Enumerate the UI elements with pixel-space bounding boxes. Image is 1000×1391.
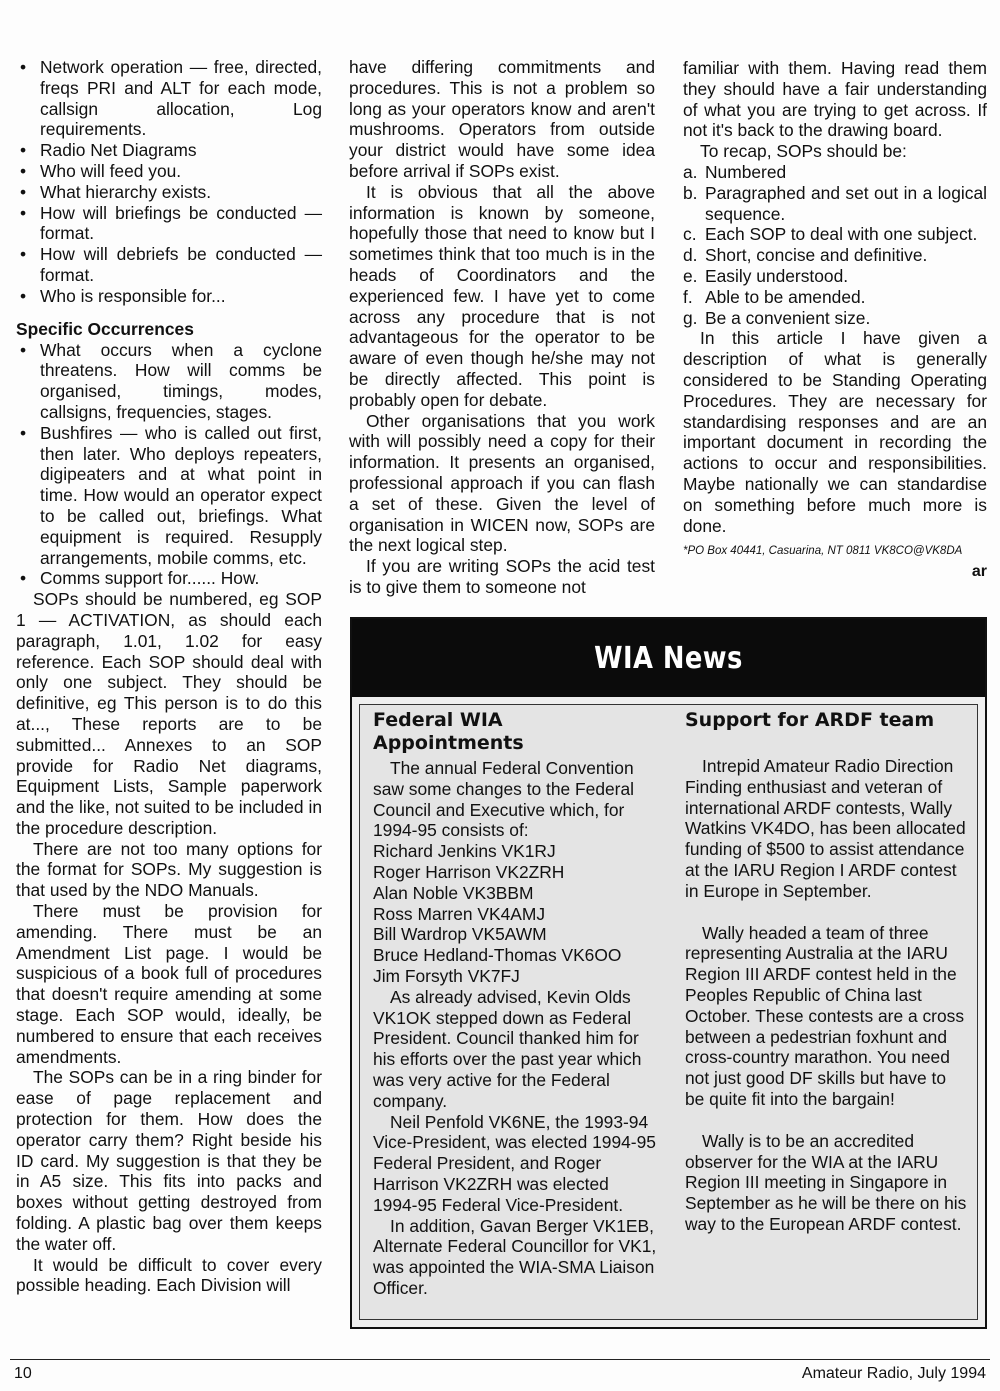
list-item [683,308,987,329]
list-item: Richard Jenkins VK1RJ [373,841,556,862]
paragraph: SOPs should be numbered, eg SOP 1 — ACTIVATION, as should each paragraph, 1.01, 1.02 for easy reference. Each SOP should deal with only one subject. They should be definitive, eg This person is to do this at..., These reports are to be submitted... Annexes to an SOP provide for Radio Net diagrams, Equipment Lists, Sample paperwork and the like, not suited to be included in the procedure description. [16,589,322,838]
list-text: Able to be amended. [705,286,866,307]
paragraph: In addition, Gavan Berger VK1EB, Alternate Federal Councillor for VK1, was appointed the WIA-SMA Liaison Officer. [373,1215,657,1298]
wia-news-box [350,617,987,1329]
list-item: Bruce Hedland-Thomas VK6OO [373,945,622,966]
list-item [683,162,987,183]
paragraph: If you are writing SOPs the acid test is to give them to someone not [349,556,655,597]
recap-list [683,162,987,328]
specific-occurrences-list [16,340,322,590]
paragraph: There must be provision for amending. There must be an Amendment List page. I would be suspicious of a book full of procedures that doesn't require amending at some stage. Each SOP would, ideally, be numbered to ensure that each receives amendments. [16,901,322,1067]
list-letter: d. [683,245,698,266]
paragraph: Neil Penfold VK6NE, the 1993-94 Vice-President, was elected 1994-95 Federal President, and Roger Harrison VK2ZRH was elected 1994-95 Federal Vice-President. [373,1111,656,1215]
list-item: • Bushfires — who is called out first, then later. Who deploys repeaters, digipeaters and at what point in time. How would an operator expect to be called out, briefings. What equipment is required. Resupply arrangements, mobile comms, etc. [16,423,322,569]
page-number: 10 [14,1365,32,1382]
list-item: • What hierarchy exists. [16,182,322,203]
news-column-right [685,709,969,1235]
news-column-left [373,709,657,1299]
sop-contents-list [16,57,322,307]
list-item: Bill Wardrop VK5AWM [373,924,547,945]
news-header [352,619,985,697]
news-heading: Support for ARDF team [685,709,935,731]
list-item: • Network operation — free, directed, freqs PRI and ALT for each mode, callsign allocation, Log requirements. [16,57,322,140]
list-text: Numbered [705,161,787,182]
paragraph: The annual Federal Convention saw some changes to the Federal Council and Executive which, for 1994-95 consists of: [373,758,635,841]
author-address: *PO Box 40441, Casuarina, NT 0811 VK8CO@VK8DA [683,545,963,558]
publication-info: Amateur Radio, July 1994 [801,1365,986,1382]
section-heading: Specific Occurrences [16,318,194,339]
list-letter: c. [683,224,697,245]
list-item: • Who is responsible for... [16,286,322,307]
list-item [683,224,987,245]
news-content [359,704,978,1320]
end-mark: ar [971,563,987,581]
list-text: Easily understood. [705,265,849,286]
list-item [683,245,987,266]
paragraph: As already advised, Kevin Olds VK1OK stepped down as Federal President. Council thanked him for his efforts over the past year which was very active for the Federal company. [373,986,642,1111]
list-letter: e. [683,265,698,286]
list-item: Jim Forsyth VK7FJ [373,965,520,986]
list-item: • Radio Net Diagrams [16,140,322,161]
paragraph: Wally headed a team of three representing Australia at the IARU Region III ARDF contest held in the Peoples Republic of China last October. These contests are a cross between a pedestrian foxhunt and cross-country marathon. You need not just good DF skills but have to be quite fit into the bargain! [685,922,965,1109]
paragraph: Other organisations that you work with will possibly need a copy for their information. It presents an organised, professional approach if you can flash a set of these. Given the level of organisation in WICEN now, SOPs are the next logical step. [349,410,655,556]
paragraph: The SOPs can be in a ring binder for ease of page replacement and protection for them. How does the operator carry them? Right beside his ID card. My suggestion is that they be in A5 size. This fits into packs and boxes without getting destroyed from folding. A plastic bag over them keeps the water off. [16,1067,322,1254]
list-text: Each SOP to deal with one subject. [705,224,978,245]
list-item: Roger Harrison VK2ZRH [373,861,565,882]
list-item: Alan Noble VK3BBM [373,882,534,903]
list-text: Be a convenient size. [705,307,871,328]
paragraph: It would be difficult to cover every possible heading. Each Division will [16,1254,322,1296]
paragraph: There are not too many options for the format for SOPs. My suggestion is that used by the NDO Manuals. [16,838,322,901]
list-item [683,266,987,287]
list-item: • How will debriefs be conducted — format. [16,244,322,286]
paragraph: In this article I have given a description of what is generally considered to be Standing Operating Procedures. They are necessary for standardising responses and are an important document in recording the actions to occur and responsibilities. Maybe nationally we can standardise on something before much more is done. [683,328,987,536]
paragraph: It is obvious that all the above information is known by someone, hopefully those that need to know but I sometimes think that too much is in the heads of Coordinators and the experienced few. I have yet to come across any procedure that is not advantageous for the operator to be aware of even though he/she may not be directly affected. This point is probably open for debate. [349,181,655,410]
list-letter: b. [683,182,698,203]
list-letter: a. [683,161,698,182]
list-item: Ross Marren VK4AMJ [373,903,546,924]
list-item: • How will briefings be conducted — format. [16,203,322,245]
list-item: • What occurs when a cyclone threatens. How will comms be organised, timings, modes, callsigns, frequencies, stages. [16,340,322,423]
article-column-3 [683,58,987,583]
article-column-2 [349,57,655,598]
article-column-1 [16,57,322,1296]
list-item [683,287,987,308]
list-letter: f. [683,286,693,307]
paragraph: Wally is to be an accredited observer for the WIA at the IARU Region III meeting in Singapore in September as he will be there on his way to the European ARDF contest. [685,1130,967,1234]
paragraph: familiar with them. Having read them they should have a fair understanding of what you are trying to get across. If not it's back to the drawing board. [683,58,987,141]
footer-rule [10,1359,990,1360]
list-item [683,183,987,225]
news-heading: Federal WIA Appointments [373,709,524,754]
list-item: • Who will feed you. [16,161,322,182]
paragraph: Intrepid Amateur Radio Direction Finding enthusiast and veteran of international ARDF contests, Wally Watkins VK4DO, has been allocated funding of $500 to assist attendance at the IARU Region I ARDF contest in Europe in September. [685,756,966,901]
list-letter: g. [683,307,698,328]
paragraph: have differing commitments and procedures. This is not a problem so long as your operators know and aren't mushrooms. Operators from outside your district would have some idea before arrival if SOPs exist. [349,57,655,181]
recap-intro: To recap, SOPs should be: [700,141,907,162]
news-title: WIA News [594,640,743,676]
list-item: • Comms support for...... How. [16,568,322,589]
list-text: Short, concise and definitive. [705,245,928,266]
member-list [373,841,657,987]
list-text: Paragraphed and set out in a logical sequence. [705,182,987,224]
